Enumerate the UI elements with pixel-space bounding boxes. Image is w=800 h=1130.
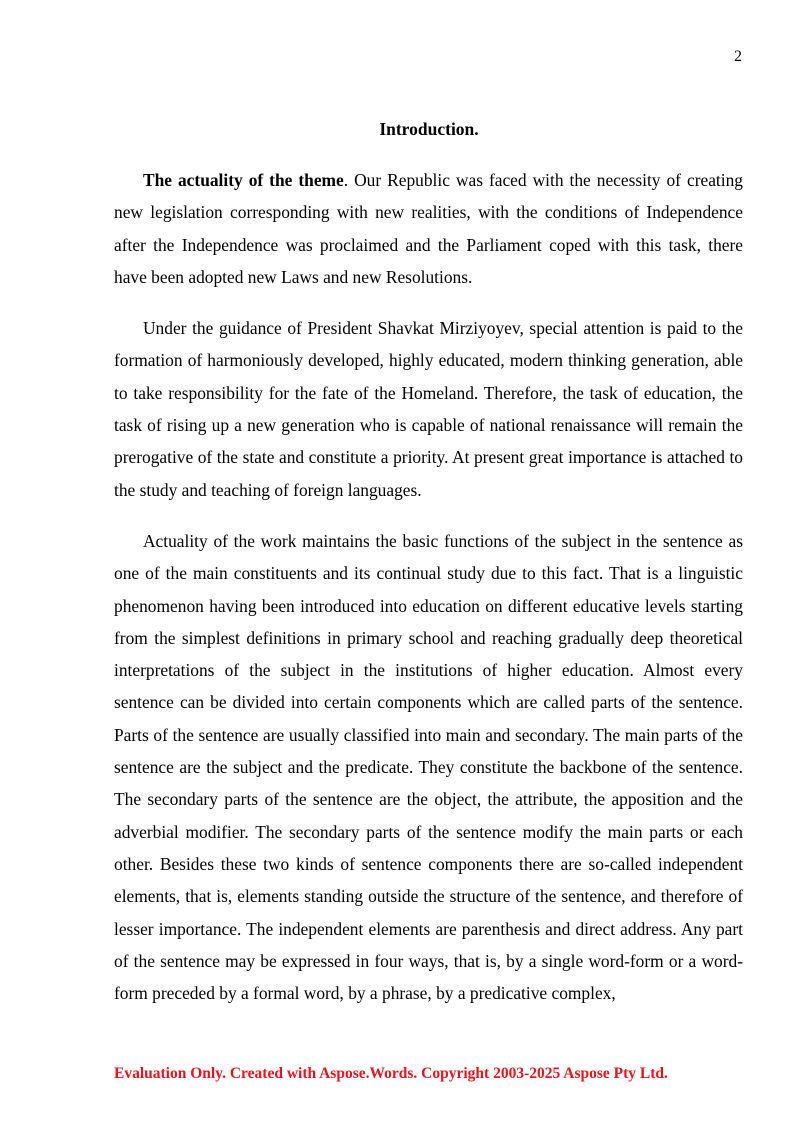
page-number: 2 <box>734 48 742 65</box>
paragraph-text: Actuality of the work maintains the basic functions of the subject in the sentence as one of the main constituents and its continual study due to this fact. That is a linguistic phenomenon having been introduced into education on different educative levels starting from the simplest definitions in primary school and reaching gradually deep theoretical interpretations of the subject in the institutions of higher education. Almost every sentence can be divided into certain components which are called parts of the sentence. Parts of the sentence are usually classified into main and secondary. The main parts of the sentence are the subject and the predicate. They constitute the backbone of the sentence. The secondary parts of the sentence are the object, the attribute, the apposition and the adverbial modifier. The secondary parts of the sentence modify the main parts or each other. Besides these two kinds of sentence components there are so-called independent elements, that is, elements standing outside the structure of the sentence, and therefore of lesser importance. The independent elements are parenthesis and direct address. Any part of the sentence may be expressed in four ways, that is, by a single word-form or a word-form preceded by a formal word, by a phrase, by a predicative complex, <box>114 530 743 1004</box>
paragraph-actuality-work <box>114 525 743 1009</box>
paragraph-text: Under the guidance of President Shavkat Mirziyoyev, special attention is paid to the formation of harmoniously developed, highly educated, modern thinking generation, able to take responsibility for the fate of the Homeland. Therefore, the task of education, the task of rising up a new generation who is capable of national renaissance will remain the prerogative of the state and constitute a priority. At present great importance is attached to the study and teaching of foreign languages. <box>114 318 743 500</box>
paragraph-president-guidance <box>114 312 743 506</box>
paragraph-text: . Our Republic was faced with the necessity of creating new legislation corresponding with new realities, with the conditions of Independence after the Independence was proclaimed and the Parliament coped with this task, there have been adopted new Laws and new Resolutions. <box>114 170 743 287</box>
body-text <box>114 164 743 1009</box>
paragraph-lead-bold: The actuality of the theme <box>143 170 344 190</box>
paragraph-actuality-theme <box>114 164 743 293</box>
section-heading: Introduction. <box>379 119 479 139</box>
evaluation-watermark: Evaluation Only. Created with Aspose.Words. Copyright 2003-2025 Aspose Pty Ltd. <box>114 1065 668 1082</box>
